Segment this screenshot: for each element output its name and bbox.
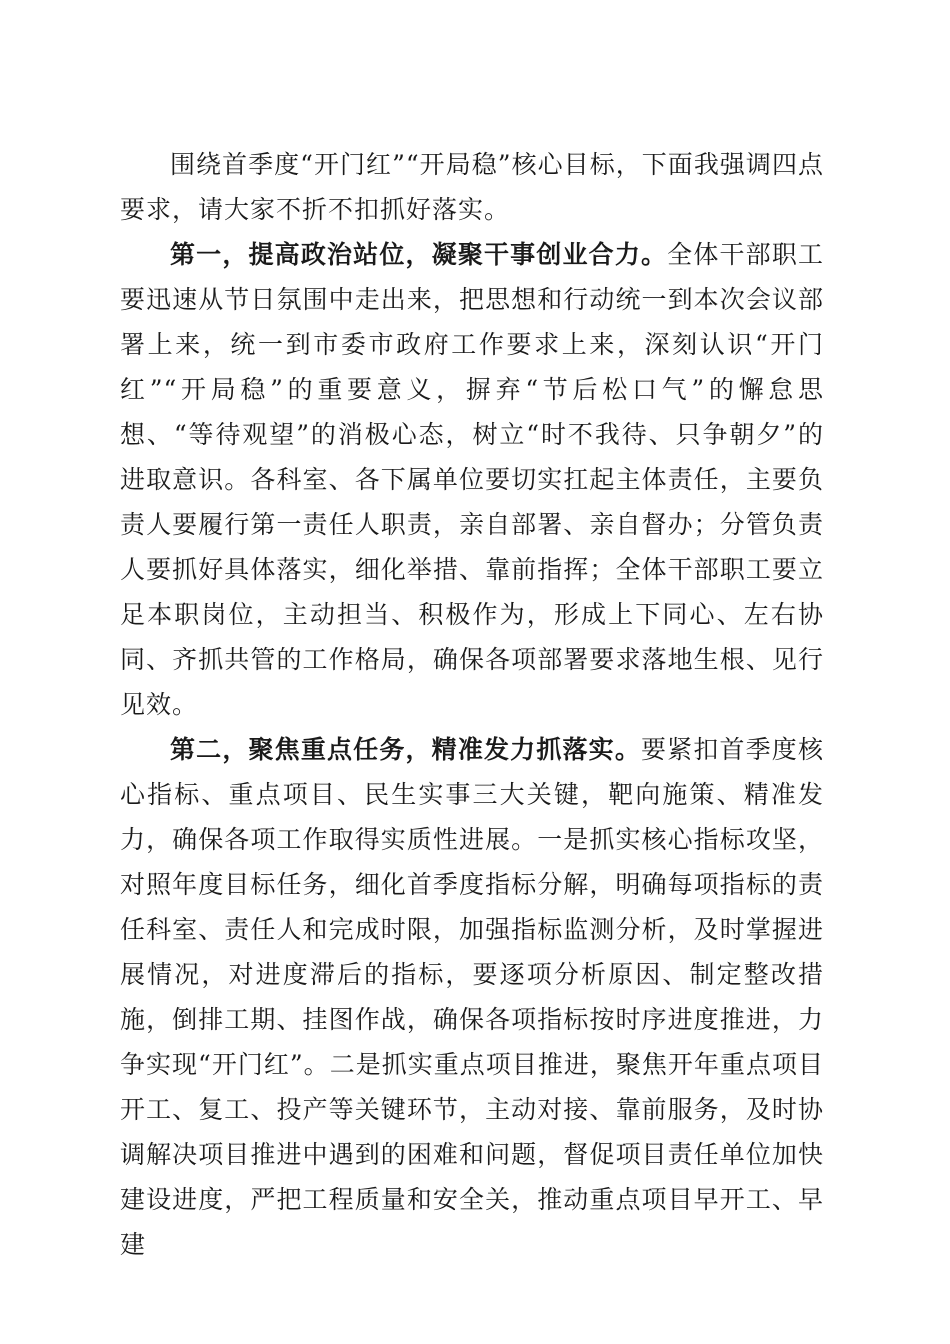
paragraph-text: 全体干部职工要迅速从节日氛围中走出来，把思想和行动统一到本次会议部署上来，统一到市委市政府工作要求上来，深刻认识“开门红”“开局稳”的重要意义，摒弃“节后松口气”的懈怠思想、“等待观望”的消极心态，树立“时不我待、只争朝夕”的进取意识。各科室、各下属单位要切实扛起主体责任，主要负责人要履行第一责任人职责，亲自部署、亲自督办；分管负责人要抓好具体落实，细化举措、靠前指挥；全体干部职工要立足本职岗位，主动担当、积极作为，形成上下同心、左右协同、齐抓共管的工作格局，确保各项部署要求落地生根、见行见效。: [120, 240, 824, 719]
paragraph-lead: 第一，提高政治站位，凝聚干事创业合力。: [170, 240, 668, 269]
paragraph-second-requirement: [120, 727, 824, 1267]
paragraph-intro: [120, 142, 824, 232]
paragraph-text: 围绕首季度“开门红”“开局稳”核心目标，下面我强调四点要求，请大家不折不扣抓好落实。: [120, 150, 824, 224]
document-body: [120, 142, 824, 1267]
paragraph-first-requirement: [120, 232, 824, 727]
paragraph-lead: 第二，聚焦重点任务，精准发力抓落实。: [170, 735, 641, 764]
paragraph-text: 要紧扣首季度核心指标、重点项目、民生实事三大关键，靶向施策、精准发力，确保各项工作取得实质性进展。一是抓实核心指标攻坚，对照年度目标任务，细化首季度指标分解，明确每项指标的责任科室、责任人和完成时限，加强指标监测分析，及时掌握进展情况，对进度滞后的指标，要逐项分析原因、制定整改措施，倒排工期、挂图作战，确保各项指标按时序进度推进，力争实现“开门红”。二是抓实重点项目推进，聚焦开年重点项目开工、复工、投产等关键环节，主动对接、靠前服务，及时协调解决项目推进中遇到的困难和问题，督促项目责任单位加快建设进度，严把工程质量和安全关，推动重点项目早开工、早建: [120, 735, 824, 1259]
